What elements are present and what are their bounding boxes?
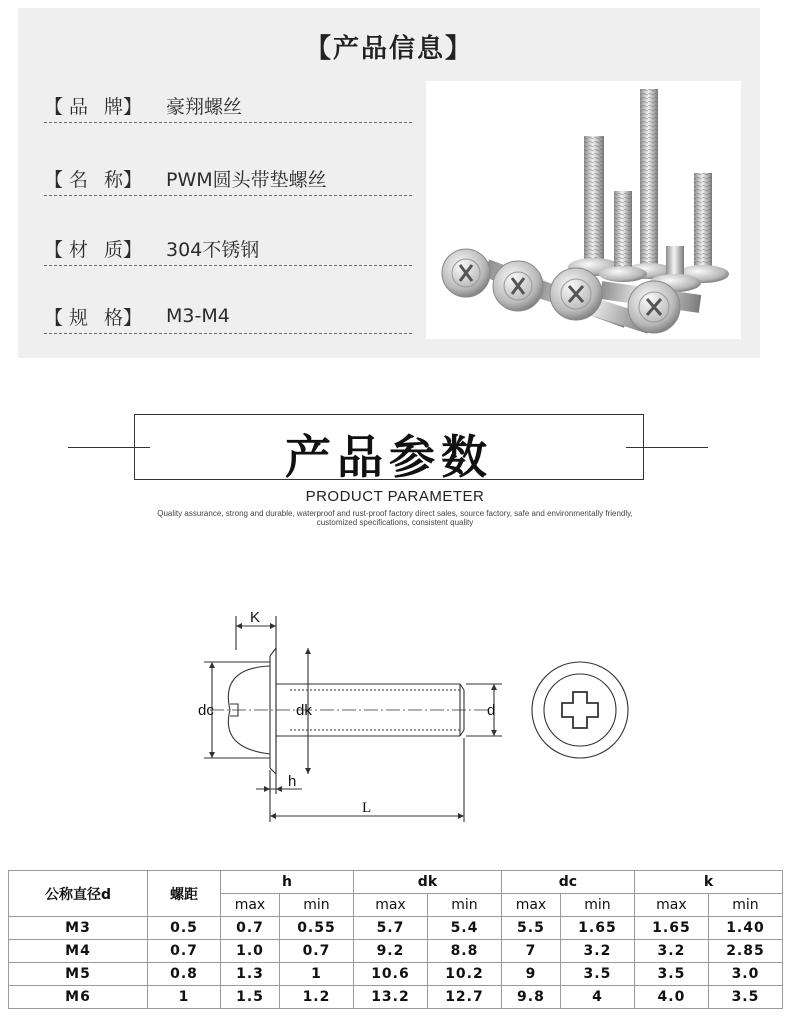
cell: 2.85	[708, 940, 782, 963]
info-title: 【产品信息】	[304, 34, 473, 64]
label-k: K	[250, 609, 261, 626]
cell: 4	[560, 986, 634, 1009]
cell: 1.65	[634, 917, 708, 940]
info-label-end: 称】	[104, 168, 143, 191]
header-pitch: 螺距	[148, 871, 221, 917]
cell: 0.55	[279, 917, 353, 940]
cell: 12.7	[427, 986, 501, 1009]
cell: 13.2	[353, 986, 427, 1009]
cell: M4	[9, 940, 148, 963]
cell: 3.5	[634, 963, 708, 986]
table-row	[9, 940, 783, 963]
label-dc: dc	[198, 702, 214, 719]
cell: 9.8	[501, 986, 560, 1009]
parameter-subtitle: PRODUCT PARAMETER	[305, 488, 485, 505]
cell: 10.6	[353, 963, 427, 986]
info-label-end: 牌】	[104, 95, 143, 118]
cell: 1.2	[279, 986, 353, 1009]
label-dk: dk	[296, 702, 312, 719]
cell: 1.5	[221, 986, 280, 1009]
cell: 3.2	[560, 940, 634, 963]
cell: M5	[9, 963, 148, 986]
sub-min: min	[560, 894, 634, 917]
parameter-note: Quality assurance, strong and durable, waterproof and rust-proof factory direct sales, source factory, safe and environmentally friendly, customized specifications, consistent quality	[157, 509, 633, 527]
sub-min: min	[427, 894, 501, 917]
info-label-end: 质】	[104, 238, 143, 261]
info-label-start: 【 名	[44, 168, 89, 191]
info-label-start: 【 规	[44, 306, 89, 329]
cell: M3	[9, 917, 148, 940]
cell: 8.8	[427, 940, 501, 963]
technical-drawing	[190, 598, 650, 826]
cell: 1	[279, 963, 353, 986]
top-view	[532, 662, 628, 758]
cell: 1	[148, 986, 221, 1009]
info-row-name	[44, 161, 412, 196]
sub-max: max	[634, 894, 708, 917]
header-dk: dk	[353, 871, 501, 894]
info-label-start: 【 材	[44, 238, 89, 261]
product-info-panel	[18, 8, 760, 358]
header-k: k	[634, 871, 782, 894]
header-h: h	[221, 871, 354, 894]
info-row-material	[44, 231, 412, 266]
cell: 3.0	[708, 963, 782, 986]
cell: 3.5	[560, 963, 634, 986]
sub-max: max	[221, 894, 280, 917]
parameter-title: 产品参数	[285, 430, 493, 484]
table-row	[9, 986, 783, 1009]
cell: 7	[501, 940, 560, 963]
parameter-title-box	[134, 414, 644, 484]
info-value: M3-M4	[166, 305, 230, 327]
info-label-start: 【 品	[44, 95, 89, 118]
sub-max: max	[353, 894, 427, 917]
cell: 4.0	[634, 986, 708, 1009]
label-h: h	[288, 773, 297, 790]
cell: 0.7	[148, 940, 221, 963]
table-row	[9, 963, 783, 986]
cell: 0.7	[221, 917, 280, 940]
cell: 1.0	[221, 940, 280, 963]
cell: 3.2	[634, 940, 708, 963]
info-value: 豪翔螺丝	[166, 95, 243, 118]
sub-min: min	[279, 894, 353, 917]
cell: 0.7	[279, 940, 353, 963]
cell: 9.2	[353, 940, 427, 963]
spec-table	[8, 870, 783, 1009]
sub-min: min	[708, 894, 782, 917]
label-l: L	[362, 800, 372, 816]
table-row	[9, 917, 783, 940]
cell: 9	[501, 963, 560, 986]
cell: 1.3	[221, 963, 280, 986]
info-row-spec	[44, 299, 412, 334]
sub-max: max	[501, 894, 560, 917]
info-value: 304不锈钢	[166, 238, 260, 261]
cell: 5.5	[501, 917, 560, 940]
cell: 1.40	[708, 917, 782, 940]
cell: 10.2	[427, 963, 501, 986]
cell: 1.65	[560, 917, 634, 940]
label-d: d	[487, 702, 496, 719]
cell: 0.5	[148, 917, 221, 940]
cell: 0.8	[148, 963, 221, 986]
cell: 5.7	[353, 917, 427, 940]
info-value: PWM圆头带垫螺丝	[166, 168, 327, 191]
header-diameter: 公称直径d	[9, 871, 148, 917]
cell: 5.4	[427, 917, 501, 940]
cell: 3.5	[708, 986, 782, 1009]
info-row-brand	[44, 88, 412, 123]
parameter-header	[0, 410, 790, 530]
product-photo	[426, 81, 741, 339]
info-label-end: 格】	[104, 306, 143, 329]
header-dc: dc	[501, 871, 634, 894]
lying-screw	[628, 281, 680, 333]
cell: M6	[9, 986, 148, 1009]
